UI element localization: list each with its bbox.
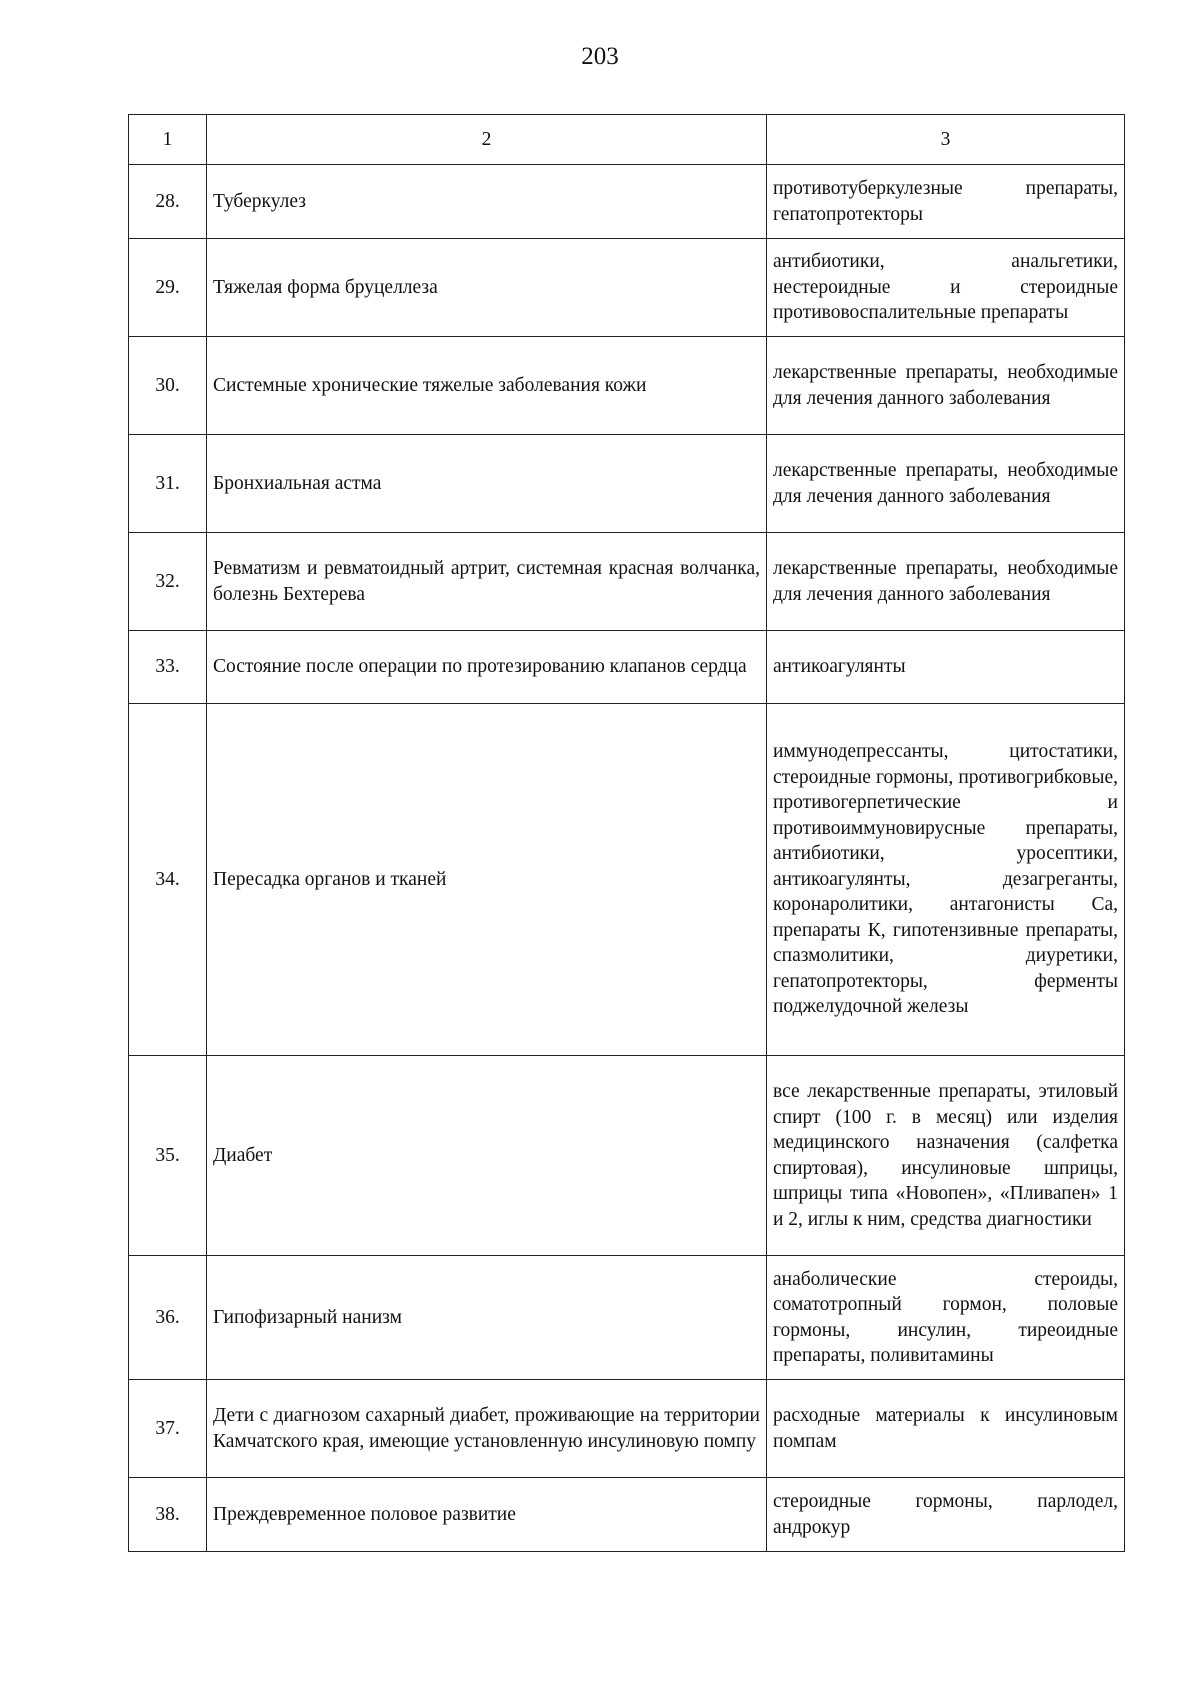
row-number: 34.: [129, 704, 207, 1056]
disease-name: Туберкулез: [207, 165, 767, 239]
row-number: 28.: [129, 165, 207, 239]
disease-name: Системные хронические тяжелые заболевания кожи: [207, 337, 767, 435]
disease-name: Дети с диагнозом сахарный диабет, проживающие на территории Камчатского края, имеющие установленную инсулиновую помпу: [207, 1380, 767, 1478]
page-number: 203: [581, 43, 619, 70]
column-header-3: 3: [767, 115, 1125, 165]
drug-list: антибиотики, анальгетики, нестероидные и стероидные противовоспалительные препараты: [767, 239, 1125, 337]
table-header-row: [129, 115, 1125, 165]
drug-list: стероидные гормоны, парлодел, андрокур: [767, 1478, 1125, 1552]
row-number: 35.: [129, 1056, 207, 1256]
drug-list: противотуберкулезные препараты, гепатопротекторы: [767, 165, 1125, 239]
table-row: [129, 239, 1125, 337]
table-row: [129, 1380, 1125, 1478]
table-row: [129, 533, 1125, 631]
drug-list: лекарственные препараты, необходимые для лечения данного заболевания: [767, 435, 1125, 533]
row-number: 38.: [129, 1478, 207, 1552]
table-row: [129, 435, 1125, 533]
drug-list: лекарственные препараты, необходимые для лечения данного заболевания: [767, 337, 1125, 435]
drug-list: антикоагулянты: [767, 631, 1125, 704]
column-header-1: 1: [129, 115, 207, 165]
row-number: 36.: [129, 1256, 207, 1380]
table-row: [129, 704, 1125, 1056]
disease-name: Тяжелая форма бруцеллеза: [207, 239, 767, 337]
column-header-2: 2: [207, 115, 767, 165]
row-number: 32.: [129, 533, 207, 631]
row-number: 31.: [129, 435, 207, 533]
disease-name: Состояние после операции по протезированию клапанов сердца: [207, 631, 767, 704]
diseases-drugs-table: [128, 114, 1125, 1552]
row-number: 29.: [129, 239, 207, 337]
disease-name: Гипофизарный нанизм: [207, 1256, 767, 1380]
table-row: [129, 631, 1125, 704]
disease-name: Преждевременное половое развитие: [207, 1478, 767, 1552]
row-number: 37.: [129, 1380, 207, 1478]
drug-list: все лекарственные препараты, этиловый спирт (100 г. в месяц) или изделия медицинского назначения (салфетка спиртовая), инсулиновые шприцы, шприцы типа «Новопен», «Пливапен» 1 и 2, иглы к ним, средства диагностики: [767, 1056, 1125, 1256]
drug-list: анаболические стероиды, соматотропный гормон, половые гормоны, инсулин, тиреоидные препараты, поливитамины: [767, 1256, 1125, 1380]
row-number: 33.: [129, 631, 207, 704]
disease-name: Пересадка органов и тканей: [207, 704, 767, 1056]
disease-name: Ревматизм и ревматоидный артрит, системная красная волчанка, болезнь Бехтерева: [207, 533, 767, 631]
disease-name: Диабет: [207, 1056, 767, 1256]
table-row: [129, 1056, 1125, 1256]
table-row: [129, 1478, 1125, 1552]
disease-name: Бронхиальная астма: [207, 435, 767, 533]
row-number: 30.: [129, 337, 207, 435]
drug-list: расходные материалы к инсулиновым помпам: [767, 1380, 1125, 1478]
drug-list: лекарственные препараты, необходимые для лечения данного заболевания: [767, 533, 1125, 631]
drug-list: иммунодепрессанты, цитостатики, стероидные гормоны, противогрибковые, противогерпетические и противоиммуновирусные препараты, антибиотики, уросептики, антикоагулянты, дезагреганты, коронаролитики, антагонисты Са, препараты К, гипотензивные препараты, спазмолитики, диуретики, гепатопротекторы, ферменты поджелудочной железы: [767, 704, 1125, 1056]
table-row: [129, 1256, 1125, 1380]
table-row: [129, 337, 1125, 435]
table-row: [129, 165, 1125, 239]
